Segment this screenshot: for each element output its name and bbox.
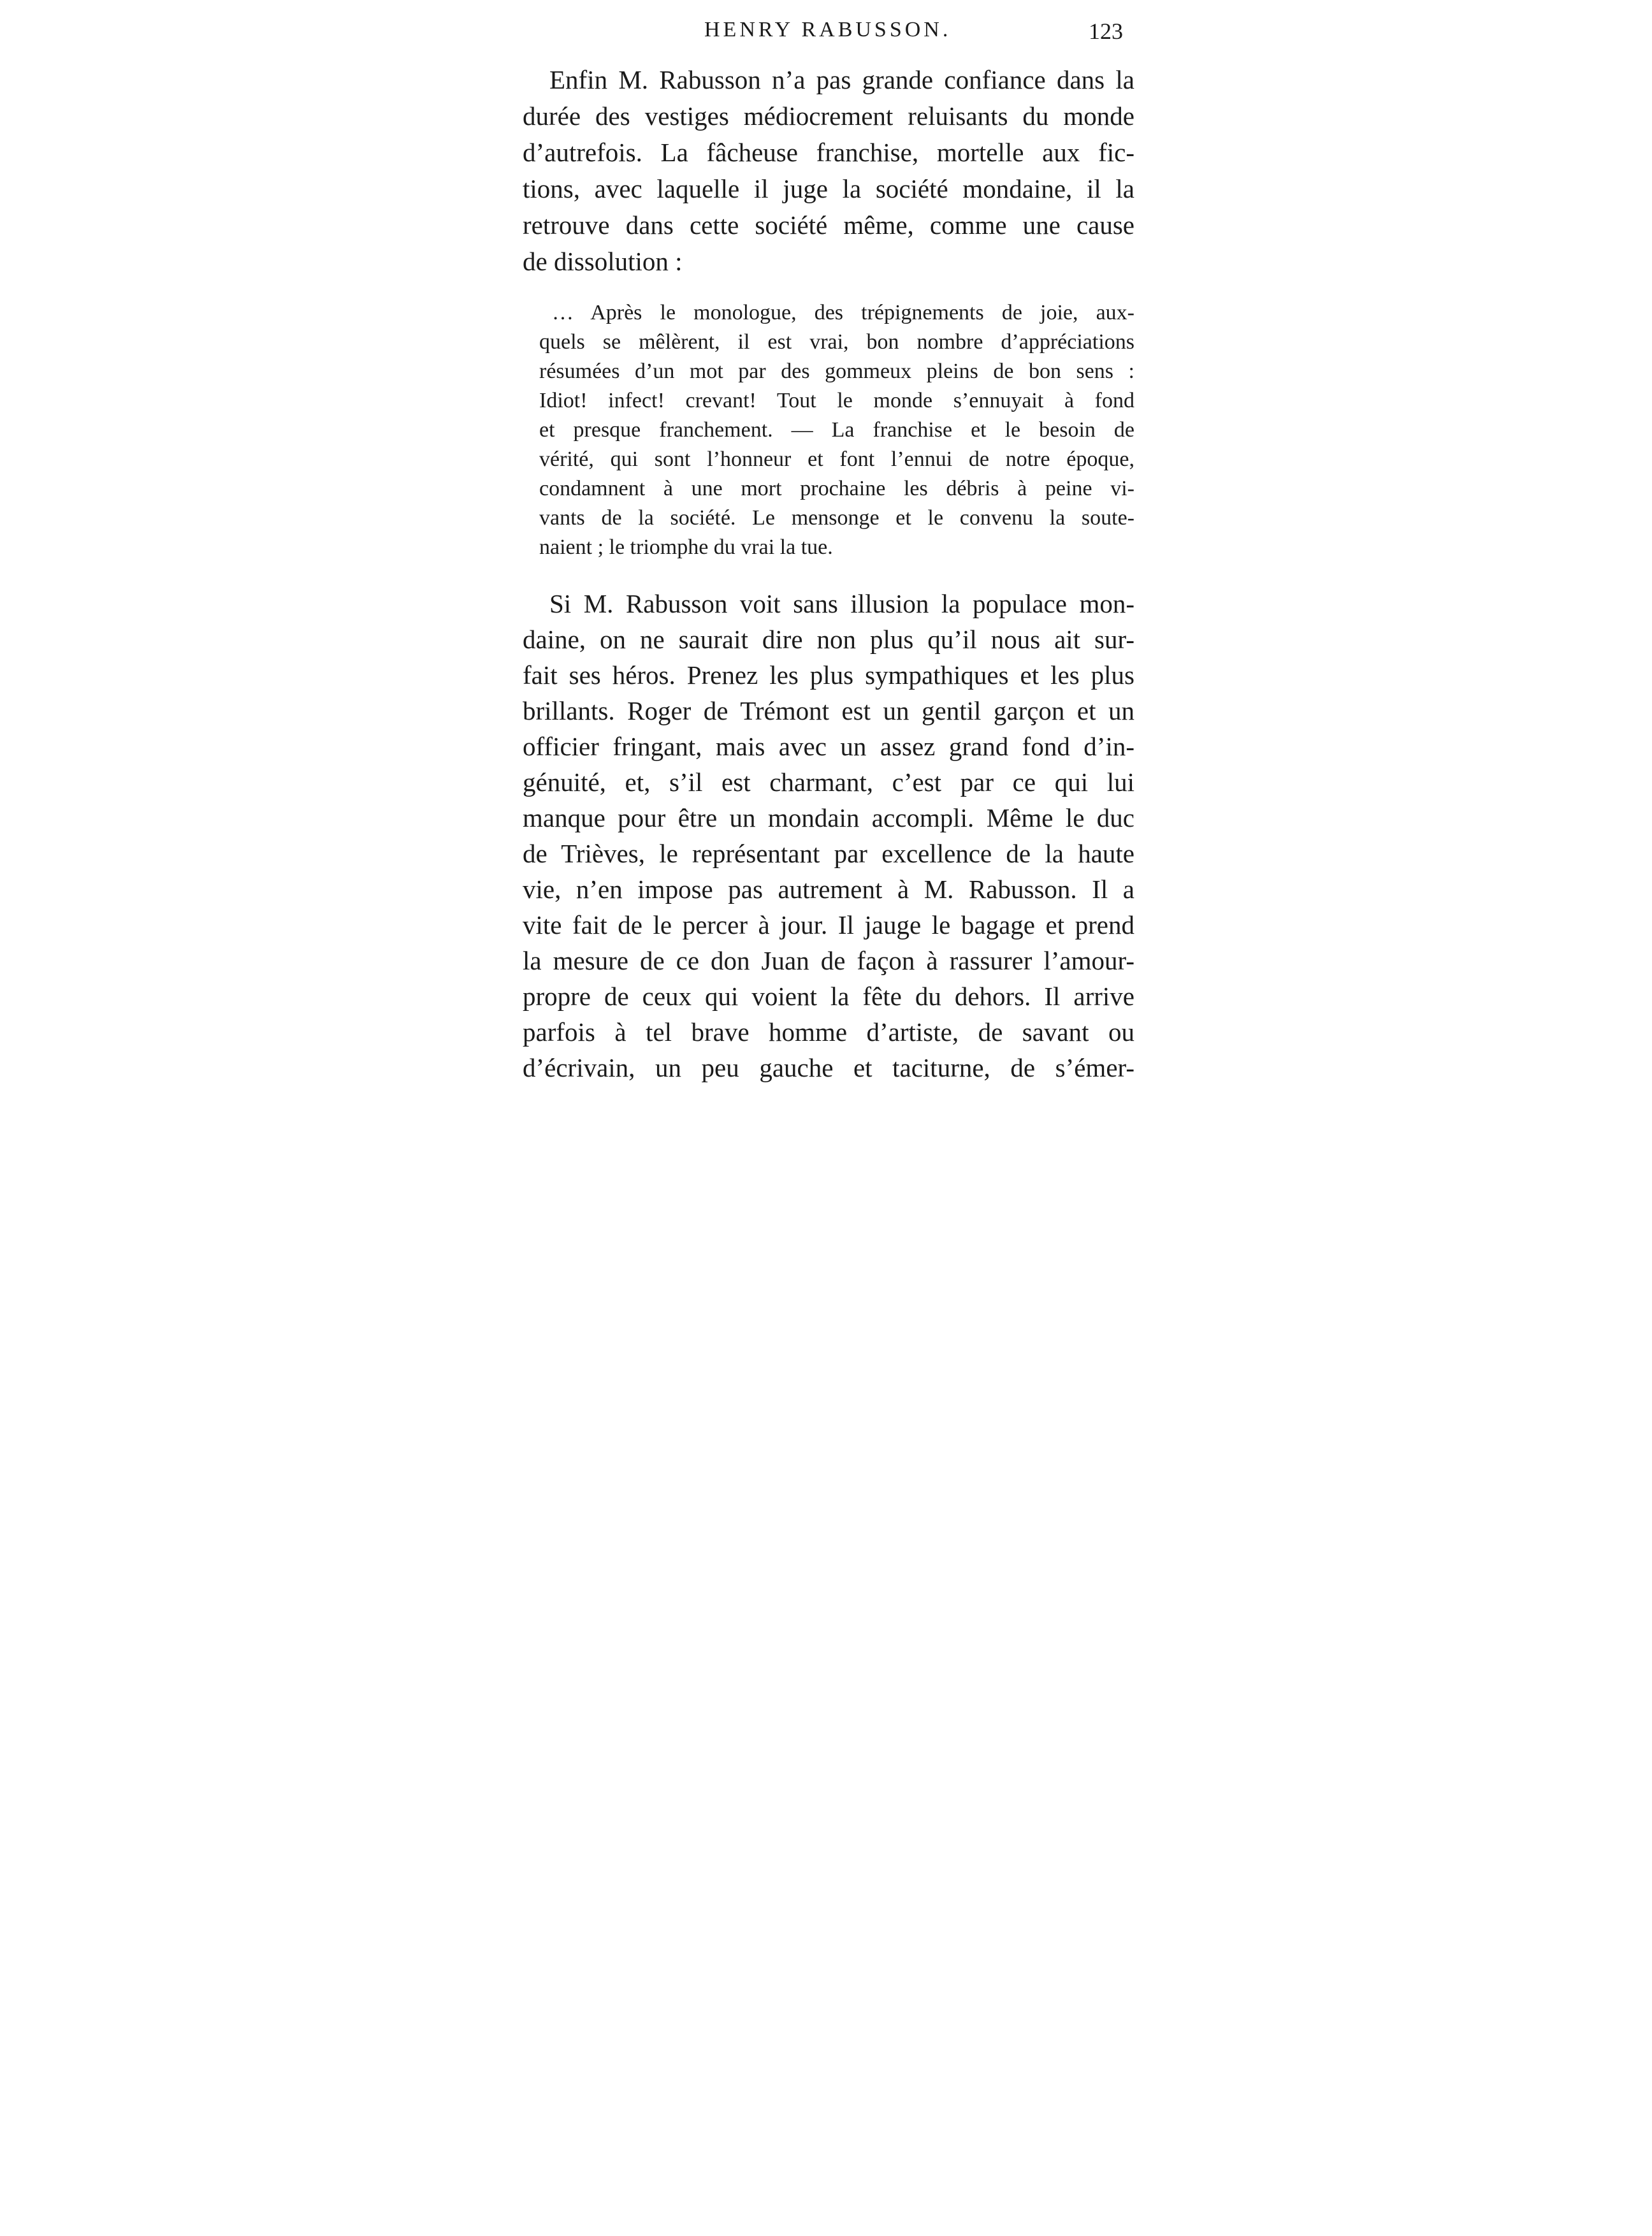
- quotation-line: et presque franchement. — La franchise et le besoin de: [539, 418, 1134, 442]
- quotation-line: quels se mêlèrent, il est vrai, bon nombre d’appréciations: [539, 330, 1134, 354]
- paragraph-1-line: durée des vestiges médiocrement reluisants du monde: [523, 101, 1134, 131]
- quotation-line: condamnent à une mort prochaine les débris à peine vi-: [539, 477, 1134, 500]
- paragraph-2-line: la mesure de ce don Juan de façon à rassurer l’amour-: [523, 946, 1134, 975]
- paragraph-2-line: génuité, et, s’il est charmant, c’est par ce qui lui: [523, 767, 1134, 797]
- paragraph-2-line: officier fringant, mais avec un assez grand fond d’in-: [523, 732, 1134, 761]
- running-head: [523, 18, 1134, 56]
- paragraph-2-line: propre de ceux qui voient la fête du dehors. Il arrive: [523, 982, 1134, 1011]
- paragraph-1-line: Enfin M. Rabusson n’a pas grande confiance dans la: [549, 65, 1134, 94]
- paragraph-1-line: retrouve dans cette société même, comme une cause: [523, 210, 1134, 240]
- quotation-line: vérité, qui sont l’honneur et font l’ennui de notre époque,: [539, 447, 1134, 471]
- paragraph-2-line: Si M. Rabusson voit sans illusion la populace mon-: [549, 589, 1134, 618]
- paragraph-2-line: daine, on ne saurait dire non plus qu’il nous ait sur-: [523, 625, 1134, 654]
- paragraph-2-line: brillants. Roger de Trémont est un gentil garçon et un: [523, 696, 1134, 725]
- quotation-line: vants de la société. Le mensonge et le convenu la soute-: [539, 506, 1134, 530]
- paragraph-2-line: vie, n’en impose pas autrement à M. Rabusson. Il a: [523, 875, 1134, 904]
- page-number: 123: [1089, 18, 1123, 44]
- paragraph-2-line: fait ses héros. Prenez les plus sympathiques et les plus: [523, 660, 1134, 690]
- paragraph-2-line: vite fait de le percer à jour. Il jauge le bagage et prend: [523, 910, 1134, 940]
- paragraph-2-line: parfois à tel brave homme d’artiste, de savant ou: [523, 1017, 1134, 1047]
- quotation-line: Idiot! infect! crevant! Tout le monde s’ennuyait à fond: [539, 389, 1134, 412]
- paragraph-2-line: d’écrivain, un peu gauche et taciturne, de s’émer-: [523, 1053, 1134, 1082]
- running-title: HENRY RABUSSON.: [704, 18, 952, 41]
- quotation-line: naient ; le triomphe du vrai la tue.: [539, 535, 833, 559]
- paragraph-1-line: d’autrefois. La fâcheuse franchise, mortelle aux fic-: [523, 138, 1134, 167]
- paragraph-1-line: tions, avec laquelle il juge la société mondaine, il la: [523, 174, 1134, 203]
- paragraph-2-line: de Trièves, le représentant par excellence de la haute: [523, 839, 1134, 868]
- paragraph-1-line: de dissolution :: [523, 247, 683, 276]
- paragraph-2-line: manque pour être un mondain accompli. Même le duc: [523, 803, 1134, 832]
- quotation-line: résumées d’un mot par des gommeux pleins de bon sens :: [539, 359, 1134, 383]
- quotation-line: … Après le monologue, des trépignements de joie, aux-: [552, 301, 1134, 324]
